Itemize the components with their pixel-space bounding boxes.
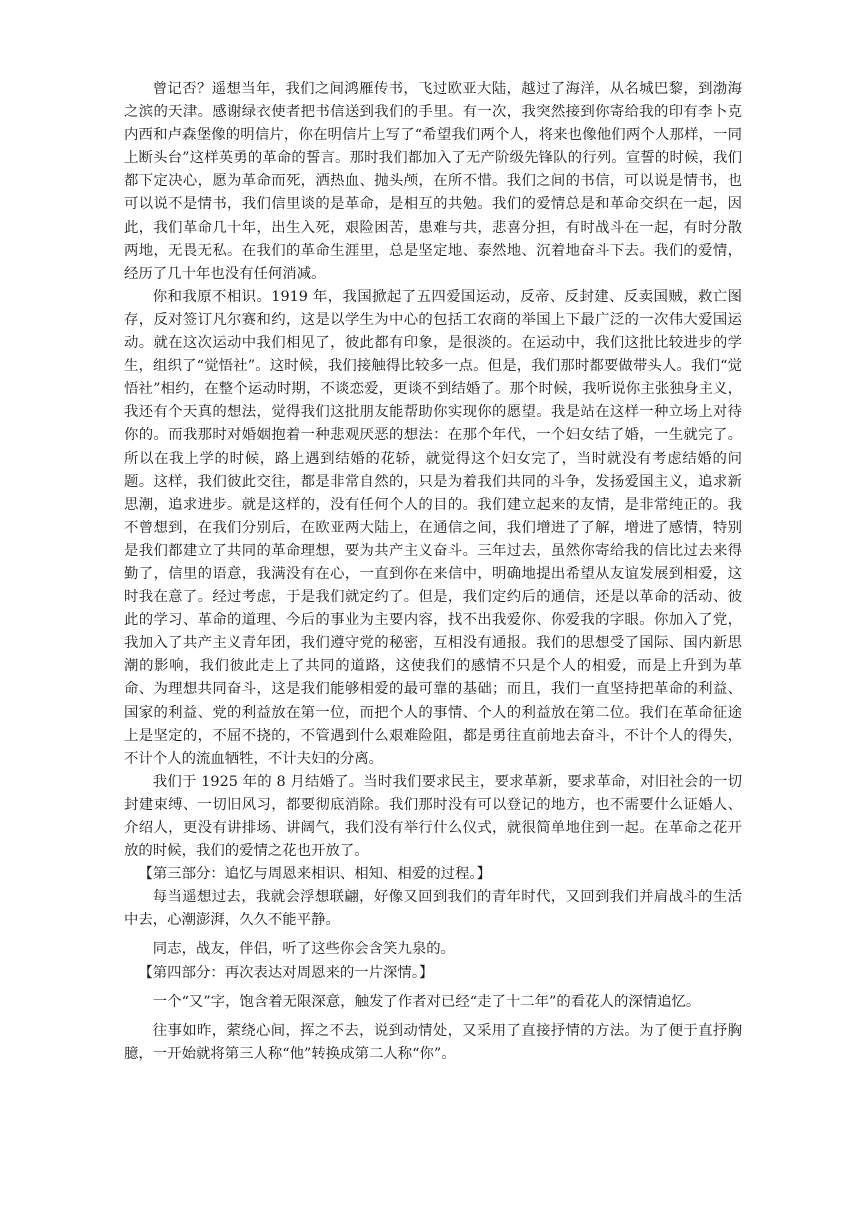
paragraph-comrades: 同志，战友，伴侣，听了这些你会含笑九泉的。: [152, 941, 456, 958]
paragraph-recollection: 每当遥想过去，我就会浮想联翩，好像又回到我们的青年时代，又回到我们并肩战斗的生活中去，心潮澎湃，久久不能平静。: [124, 889, 742, 929]
paragraph-analysis-direct-lyricism: 往事如昨，萦绕心间，挥之不去，说到动情处，又采用了直接抒情的方法。为了便于直抒胸臆，一开始就将第三人称“他”转换成第二人称“你”。: [124, 1022, 742, 1062]
section-heading-part-four: 【第四部分：再次表达对周恩来的一片深情。】: [138, 964, 434, 981]
document-page: [124, 78, 742, 1066]
paragraph-marriage: 我们于 1925 年的 8 月结婚了。当时我们要求民主，要求革新，要求革命，对旧社会的一切封建束缚、一切旧风习，都要彻底消除。我们那时没有可以登记的地方，也不需要什么证婚人、介绍人，更没有讲排场、讲阔气，我们没有举行什么仪式，就很简单地住到一起。在革命之花开放的时候，我们的爱情之花也开放了。: [124, 773, 742, 860]
paragraph-first-meeting: 你和我原不相识。1919 年，我国掀起了五四爱国运动，反帝、反封建、反卖国贼，救亡图存，反对签订凡尔赛和约，这是以学生为中心的包括工农商的举国上下最广泛的一次伟大爱国运动。就在这次运动中我们相见了，彼此都有印象，是很淡的。在运动中，我们这批比较进步的学生，组织了“觉悟社”。这时候，我们接触得比较多一点。但是，我们那时都要做带头人。我们“觉悟社”相约，在整个运动时期，不谈恋爱，更谈不到结婚了。那个时候，我听说你主张独身主义，我还有个天真的想法，觉得我们这批朋友能帮助你实现你的愿望。我是站在这样一种立场上对待你的。而我那时对婚姻抱着一种悲观厌恶的想法：在那个年代，一个妇女结了婚，一生就完了。所以在我上学的时候，路上遇到结婚的花轿，就觉得这个妇女完了，当时就没有考虑结婚的问题。这样，我们彼此交往，都是非常自然的，只是为着我们共同的斗争，发扬爱国主义，追求新思潮，追求进步。就是这样的，没有任何个人的目的。我们建立起来的友情，是非常纯正的。我不曾想到，在我们分别后，在欧亚两大陆上，在通信之间，我们增进了了解，增进了感情，特别是我们都建立了共同的革命理想，要为共产主义奋斗。三年过去，虽然你寄给我的信比过去来得勤了，信里的语意，我满没有在心，一直到你在来信中，明确地提出希望从友谊发展到相爱，这时我在意了。经过考虑，于是我们就定约了。但是，我们定约后的通信，还是以革命的活动、彼此的学习、革命的道理、今后的事业为主要内容，找不出我爱你、你爱我的字眼。你加入了党，我加入了共产主义青年团，我们遵守党的秘密，互相没有通报。我们的思想受了国际、国内新思潮的影响，我们彼此走上了共同的道路，这使我们的感情不只是个人的相爱，而是上升到为革命、为理想共同奋斗，这是我们能够相爱的最可靠的基础；而且，我们一直坚持把革命的利益、国家的利益、党的利益放在第一位，而把个人的事情、个人的利益放在第二位。我们在革命征途上是坚定的，不屈不挠的，不管遇到什么艰难险阻，都是勇往直前地去奋斗，不计个人的得失，不计个人的流血牺牲，不计夫妇的分离。: [124, 288, 742, 767]
section-heading-part-three: 【第三部分：追忆与周恩来相识、相知、相爱的过程。】: [138, 866, 491, 883]
paragraph-analysis-you-character: 一个“又”字，饱含着无限深意，触发了作者对已经“走了十二年”的看花人的深情追忆。: [152, 993, 701, 1010]
paragraph-letters: 曾记否？遥想当年，我们之间鸿雁传书，飞过欧亚大陆，越过了海洋，从名城巴黎，到渤海之滨的天津。感谢绿衣使者把书信送到我们的手里。有一次，我突然接到你寄给我的印有李卜克内西和卢森堡像的明信片，你在明信片上写了“希望我们两个人，将来也像他们两个人那样，一同上断头台”这样英勇的革命的誓言。那时我们都加入了无产阶级先锋队的行列。宣誓的时候，我们都下定决心，愿为革命而死，洒热血、抛头颅，在所不惜。我们之间的书信，可以说是情书，也可以说不是情书，我们信里谈的是革命，是相互的共勉。我们的爱情总是和革命交织在一起，因此，我们革命几十年，出生入死，艰险困苦，患难与共，悲喜分担，有时战斗在一起，有时分散两地，无畏无私。在我们的革命生涯里，总是坚定地、泰然地、沉着地奋斗下去。我们的爱情，经历了几十年也没有任何消减。: [124, 81, 742, 282]
